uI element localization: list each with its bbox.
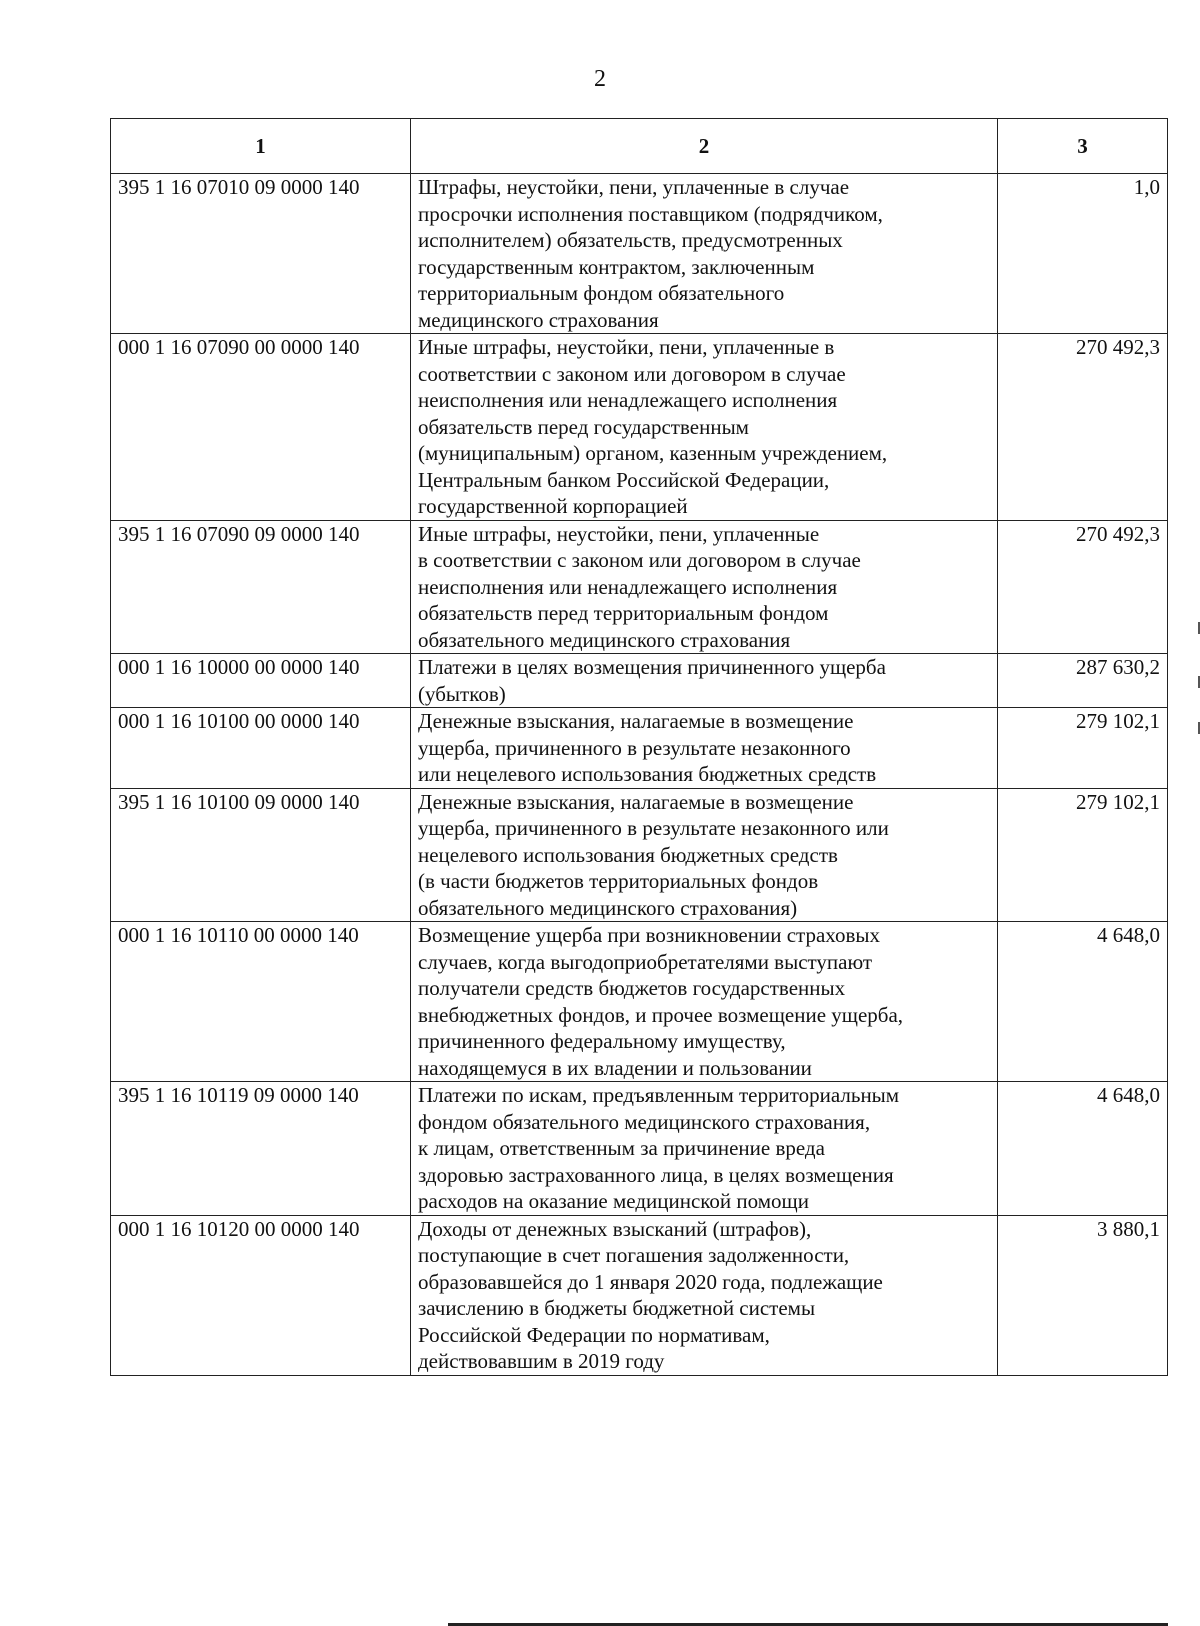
revenue-name-cell [411,520,998,654]
revenue-name-line: Иные штрафы, неустойки, пени, уплаченные в [418,335,835,359]
revenue-name-line: ущерба, причиненного в результате незаконного [418,735,851,760]
revenue-name-line: Платежи по искам, предъявленным территориальным [418,1083,900,1107]
revenue-name-line: зачислению в бюджеты бюджетной системы [418,1296,816,1320]
table-row [111,1082,1168,1216]
revenue-name-cell [411,788,998,922]
amount-cell: 279 102,1 [998,788,1168,922]
revenue-name-line: просрочки исполнения поставщиком (подрядчиком, [418,201,883,226]
revenue-name-line: причиненного федеральному имуществу, [418,1029,786,1053]
revenue-name-line: территориальным фондом обязательного [418,281,785,305]
column-header-3: 3 [998,119,1168,174]
table-row [111,708,1168,789]
revenue-name-line: к лицам, ответственным за причинение вреда [418,1136,825,1160]
table-row [111,1215,1168,1375]
table-row [111,334,1168,521]
revenue-name-line: обязательств перед территориальным фондом [418,601,829,625]
revenue-name-line: Доходы от денежных взысканий (штрафов), [418,1216,812,1241]
revenue-name-cell [411,174,998,334]
revenue-name-line: или нецелевого использования бюджетных средств [418,762,877,786]
revenue-name-line: Российской Федерации по нормативам, [418,1322,770,1347]
budget-code-cell: 000 1 16 10110 00 0000 140 [111,922,411,1082]
revenue-name-line: находящемуся в их владении и пользовании [418,1055,812,1080]
revenue-name-line: соответствии с законом или договором в случае [418,361,846,386]
revenue-name-line: здоровью застрахованного лица, в целях возмещения [418,1162,894,1187]
revenue-name-line: (убытков) [418,681,506,706]
budget-code-cell: 395 1 16 10100 09 0000 140 [111,788,411,922]
revenue-name-line: нецелевого использования бюджетных средств [418,842,838,867]
revenue-name-line: неисполнения или ненадлежащего исполнения [418,574,838,599]
revenue-name-line: внебюджетных фондов, и прочее возмещение ущерба, [418,1002,904,1027]
amount-cell: 3 880,1 [998,1215,1168,1375]
revenue-name-line: государственным контрактом, заключенным [418,254,815,279]
column-header-1: 1 [111,119,411,174]
table-row [111,788,1168,922]
revenue-name-cell [411,708,998,789]
revenue-name-line: действовавшим в 2019 году [418,1349,665,1373]
revenue-name-line: Платежи в целях возмещения причиненного ущерба [418,655,886,679]
budget-code-cell: 000 1 16 10120 00 0000 140 [111,1215,411,1375]
amount-cell: 4 648,0 [998,1082,1168,1216]
revenue-name-line: ущерба, причиненного в результате незаконного или [418,816,889,840]
revenue-name-line: фондом обязательного медицинского страхования, [418,1109,871,1134]
revenue-name-line: образовавшейся до 1 января 2020 года, подлежащие [418,1269,883,1294]
amount-cell: 1,0 [998,174,1168,334]
table-body [111,174,1168,1376]
revenue-name-cell [411,654,998,708]
revenue-name-line: медицинского страхования [418,307,659,332]
page-number: 2 [594,66,606,92]
budget-code-cell: 395 1 16 10119 09 0000 140 [111,1082,411,1216]
revenue-name-line: исполнителем) обязательств, предусмотренных [418,228,843,252]
revenue-name-line: случаев, когда выгодоприобретателями выступают [418,949,873,974]
revenue-name-line: Денежные взыскания, налагаемые в возмещение [418,709,854,733]
revenue-name-line: обязательств перед государственным [418,414,749,439]
table-row [111,520,1168,654]
revenue-name-line: обязательного медицинского страхования [418,627,791,652]
revenue-name-line: получатели средств бюджетов государственных [418,976,846,1000]
amount-cell: 4 648,0 [998,922,1168,1082]
table-row [111,174,1168,334]
revenue-name-cell [411,334,998,521]
revenue-name-line: (в части бюджетов территориальных фондов [418,869,819,893]
revenue-name-line: обязательного медицинского страхования) [418,895,798,920]
revenue-name-line: поступающие в счет погашения задолженности, [418,1243,850,1267]
revenue-name-line: Возмещение ущерба при возникновении страховых [418,923,880,947]
revenue-name-line: Иные штрафы, неустойки, пени, уплаченные [418,521,820,546]
revenue-name-line: государственной корпорацией [418,494,688,518]
revenue-name-cell [411,922,998,1082]
budget-code-cell: 395 1 16 07010 09 0000 140 [111,174,411,334]
revenue-name-line: Штрафы, неустойки, пени, уплаченные в случае [418,175,850,199]
table-row [111,654,1168,708]
budget-code-cell: 000 1 16 10000 00 0000 140 [111,654,411,708]
amount-cell: 270 492,3 [998,334,1168,521]
revenue-name-line: Центральным банком Российской Федерации, [418,467,830,492]
table-header-row [111,119,1168,174]
revenue-name-line: (муниципальным) органом, казенным учреждением, [418,441,888,465]
budget-code-cell: 000 1 16 07090 00 0000 140 [111,334,411,521]
revenue-name-cell [411,1082,998,1216]
amount-cell: 270 492,3 [998,520,1168,654]
revenue-name-line: неисполнения или ненадлежащего исполнения [418,388,838,412]
amount-cell: 279 102,1 [998,708,1168,789]
revenue-name-line: в соответствии с законом или договором в случае [418,548,861,572]
budget-code-cell: 000 1 16 10100 00 0000 140 [111,708,411,789]
column-header-2: 2 [411,119,998,174]
amount-cell: 287 630,2 [998,654,1168,708]
revenue-name-line: расходов на оказание медицинской помощи [418,1189,809,1213]
revenue-name-cell [411,1215,998,1375]
table-row [111,922,1168,1082]
revenue-name-line: Денежные взыскания, налагаемые в возмещение [418,789,854,814]
budget-code-cell: 395 1 16 07090 09 0000 140 [111,520,411,654]
revenue-table [110,118,1168,1376]
